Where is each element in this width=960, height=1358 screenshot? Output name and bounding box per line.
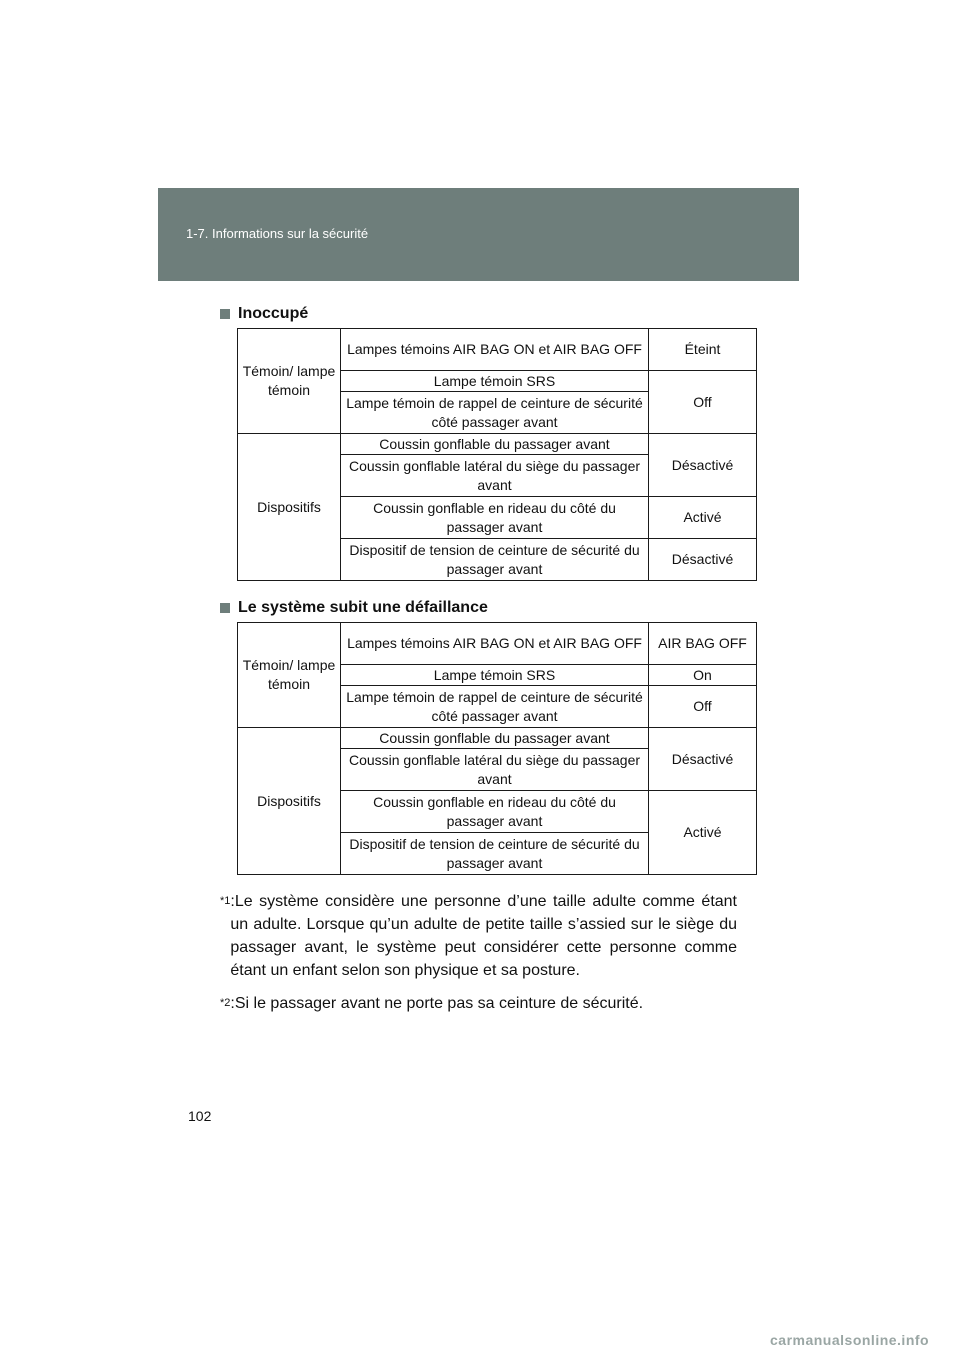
footnote-1 bbox=[220, 890, 737, 982]
status-table-defaillance bbox=[237, 622, 757, 875]
table-row bbox=[238, 728, 757, 749]
footnote-marker: *2 bbox=[220, 997, 231, 1009]
table-cell: Dispositif de tension de ceinture de sécurité du passager avant bbox=[341, 539, 649, 581]
footnotes bbox=[220, 890, 737, 1029]
chapter-header-band bbox=[158, 188, 799, 281]
table-cell: Off bbox=[649, 686, 757, 728]
status-table-inoccupe bbox=[237, 328, 757, 581]
page-number: 102 bbox=[188, 1108, 212, 1124]
table-cell: Coussin gonflable du passager avant bbox=[341, 728, 649, 749]
table-cell: Lampe témoin de rappel de ceinture de sécurité côté passager avant bbox=[341, 392, 649, 434]
table-row bbox=[238, 329, 757, 371]
table-cell: Coussin gonflable en rideau du côté du passager avant bbox=[341, 497, 649, 539]
footnote-marker: *1 bbox=[220, 895, 231, 907]
section-heading-text: Inoccupé bbox=[238, 305, 309, 322]
table-row bbox=[238, 623, 757, 665]
table-cell: Lampe témoin SRS bbox=[341, 665, 649, 686]
table-row bbox=[238, 434, 757, 455]
table-cell: On bbox=[649, 665, 757, 686]
table-cell: Témoin/ lampe témoin bbox=[238, 623, 341, 728]
table-cell: Coussin gonflable latéral du siège du passager avant bbox=[341, 455, 649, 497]
chapter-title: 1-7. Informations sur la sécurité bbox=[186, 226, 369, 241]
table-cell: AIR BAG OFF bbox=[649, 623, 757, 665]
table-cell: Témoin/ lampe témoin bbox=[238, 329, 341, 434]
table-cell: Lampe témoin SRS bbox=[341, 371, 649, 392]
footnote-text: :Si le passager avant ne porte pas sa ceinture de sécurité. bbox=[230, 995, 644, 1012]
section-heading-inoccupe bbox=[220, 305, 308, 323]
table-cell: Off bbox=[649, 371, 757, 434]
table-cell: Désactivé bbox=[649, 539, 757, 581]
table-cell: Lampes témoins AIR BAG ON et AIR BAG OFF bbox=[341, 623, 649, 665]
footnote-2 bbox=[220, 992, 737, 1019]
table-cell: Coussin gonflable du passager avant bbox=[341, 434, 649, 455]
table-cell: Coussin gonflable en rideau du côté du passager avant bbox=[341, 791, 649, 833]
section-heading-defaillance bbox=[220, 599, 488, 617]
table-cell: Éteint bbox=[649, 329, 757, 371]
table-cell: Activé bbox=[649, 791, 757, 875]
section-heading-text: Le système subit une défaillance bbox=[238, 599, 488, 616]
table-cell: Dispositifs bbox=[238, 728, 341, 875]
table-cell: Désactivé bbox=[649, 728, 757, 791]
table-cell: Activé bbox=[649, 497, 757, 539]
table-cell: Coussin gonflable latéral du siège du passager avant bbox=[341, 749, 649, 791]
footnote-text: :Le système considère une personne d’une taille adulte comme étant un adulte. Lorsque qu’un adulte de petite taille s’assied sur le siège du passager avant, le système peut considérer cette personne comme étant un enfant selon son physique et sa posture. bbox=[230, 893, 737, 979]
table-cell: Désactivé bbox=[649, 434, 757, 497]
table-cell: Dispositifs bbox=[238, 434, 341, 581]
square-bullet-icon bbox=[220, 309, 230, 319]
table-cell: Lampes témoins AIR BAG ON et AIR BAG OFF bbox=[341, 329, 649, 371]
table-cell: Lampe témoin de rappel de ceinture de sécurité côté passager avant bbox=[341, 686, 649, 728]
square-bullet-icon bbox=[220, 603, 230, 613]
table-cell: Dispositif de tension de ceinture de sécurité du passager avant bbox=[341, 833, 649, 875]
watermark-logo: carmanualsonline.info bbox=[770, 1332, 930, 1348]
